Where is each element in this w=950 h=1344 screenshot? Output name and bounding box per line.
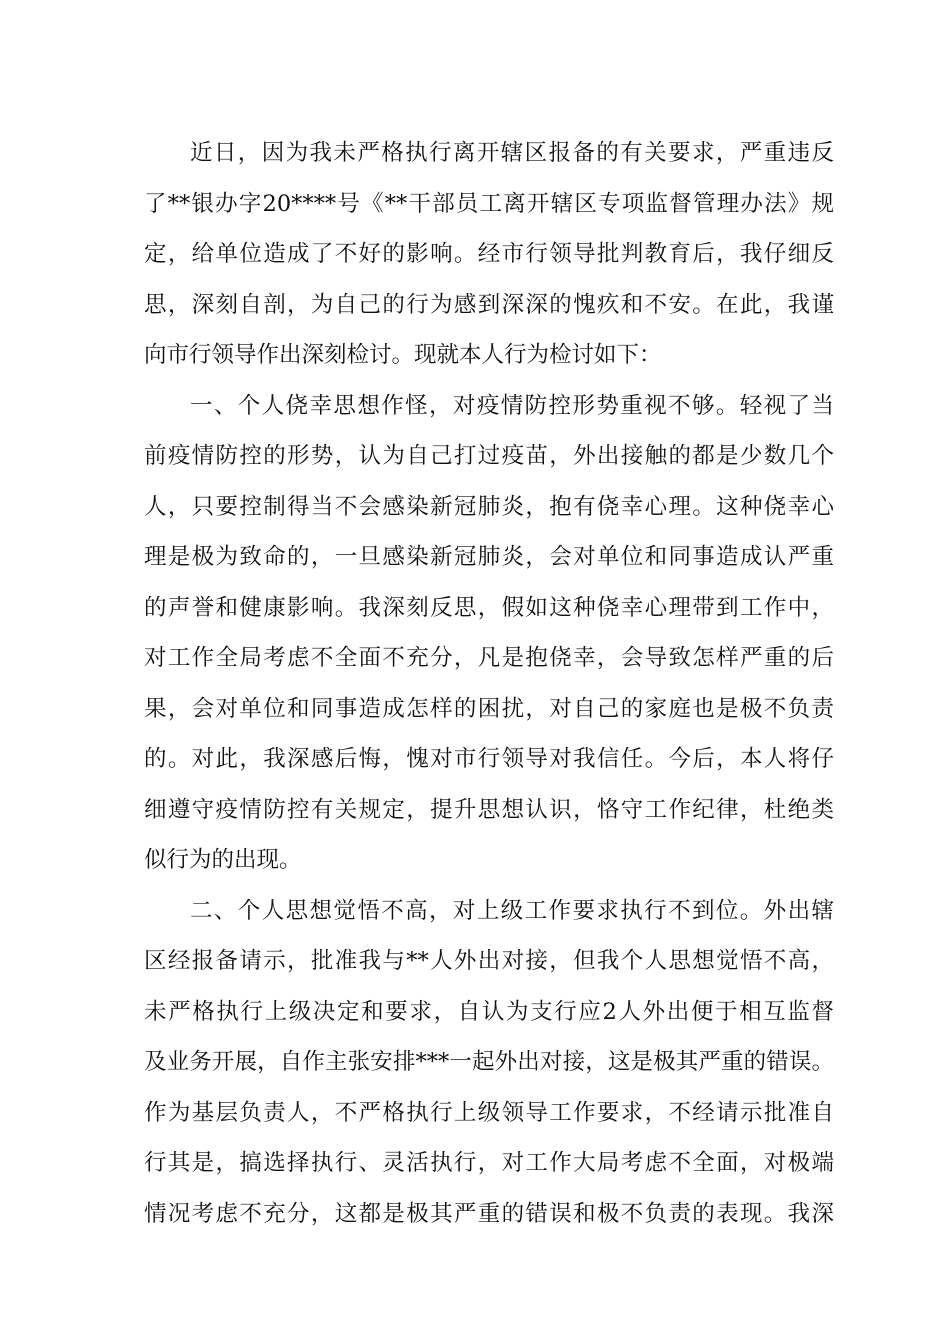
text-line: 了**银办字20****号《**干部员工离开辖区专项监督管理办法》规 <box>144 190 834 217</box>
text-line: 定，给单位造成了不好的影响。经市行领导批判教育后，我仔细反 <box>144 241 834 267</box>
text-line: 未严格执行上级决定和要求，自认为支行应2人外出便于相互监督 <box>144 998 834 1025</box>
paragraph-point-two <box>144 886 834 1240</box>
text-line: 近日，因为我未严格执行离开辖区报备的有关要求，严重违反 <box>190 140 834 166</box>
text-line: 及业务开展，自作主张安排***一起外出对接，这是极其严重的错误。 <box>144 1049 834 1075</box>
text-line: 二、个人思想觉悟不高，对上级工作要求执行不到位。外出辖 <box>190 897 834 924</box>
paragraph-intro <box>144 128 834 381</box>
text-line: 对工作全局考虑不全面不充分，凡是抱侥幸，会导致怎样严重的后 <box>144 645 834 671</box>
text-line: 人，只要控制得当不会感染新冠肺炎，抱有侥幸心理。这种侥幸心 <box>144 493 834 520</box>
paragraph-point-one <box>144 381 834 886</box>
text-line: 情况考虑不充分，这都是极其严重的错误和极不负责的表现。我深 <box>144 1200 834 1227</box>
document-body <box>144 128 834 1239</box>
text-line: 的声誉和健康影响。我深刻反思，假如这种侥幸心理带到工作中， <box>144 594 834 621</box>
text-line: 思，深刻自剖，为自己的行为感到深深的愧疚和不安。在此，我谨 <box>144 291 834 318</box>
text-line: 似行为的出现。 <box>144 847 302 873</box>
text-line: 行其是，搞选择执行、灵活执行，对工作大局考虑不全面，对极端 <box>144 1150 834 1176</box>
text-line: 区经报备请示，批准我与**人外出对接，但我个人思想觉悟不高， <box>144 948 834 974</box>
text-line: 的。对此，我深感后悔，愧对市行领导对我信任。今后，本人将仔 <box>144 746 834 772</box>
text-line: 作为基层负责人，不严格执行上级领导工作要求，不经请示批准自 <box>144 1099 834 1126</box>
text-line: 一、个人侥幸思想作怪，对疫情防控形势重视不够。轻视了当 <box>190 392 834 419</box>
text-line: 果，会对单位和同事造成怎样的困扰，对自己的家庭也是极不负责 <box>144 695 834 722</box>
text-line: 理是极为致命的，一旦感染新冠肺炎，会对单位和同事造成认严重 <box>144 544 834 570</box>
text-line: 细遵守疫情防控有关规定，提升思想认识，恪守工作纪律，杜绝类 <box>144 796 834 823</box>
text-line: 向市行领导作出深刻检讨。现就本人行为检讨如下： <box>144 342 662 368</box>
text-line: 前疫情防控的形势，认为自己打过疫苗，外出接触的都是少数几个 <box>144 443 834 469</box>
